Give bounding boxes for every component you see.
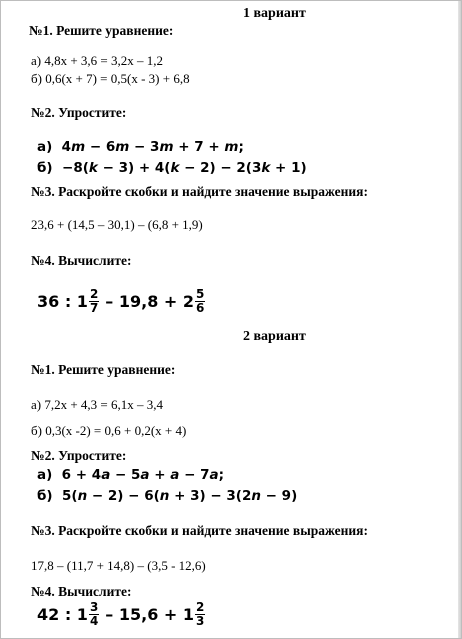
v2-task3-heading: №3. Раскройте скобки и найдите значение выражения:	[31, 523, 368, 538]
v1-fraction-2: $\frac{5}{6}$	[196, 287, 205, 315]
v2-fraction-2: $\frac{2}{3}$	[196, 600, 205, 628]
v1-task3-expression: 23,6 + (14,5 – 30,1) – (6,8 + 1,9)	[31, 217, 203, 232]
v2-task2-expr-a: а) 6 + 4a − 5a + a − 7a;	[37, 467, 225, 483]
v1-task3-heading: №3. Раскройте скобки и найдите значение выражения:	[31, 184, 368, 199]
v2-fraction-1: $\frac{3}{4}$	[89, 600, 99, 628]
v1-task1-eq-a: а) 4,8х + 3,6 = 3,2х – 1,2	[31, 53, 164, 68]
v1-task4-expression: 36 : 1 $\frac{2}{7}$ – 19,8 + 2 $\frac{5}{6}$	[37, 287, 205, 315]
v1-task1-eq-b: б) 0,6(х + 7) = 0,5(х - 3) + 6,8	[31, 71, 190, 86]
v2-task2-heading: №2. Упростите:	[31, 448, 127, 463]
v1-task1-heading: №1. Решите уравнение:	[29, 23, 174, 38]
v1-task2-heading: №2. Упростите:	[31, 105, 127, 120]
v2-task1-eq-a: а) 7,2х + 4,3 = 6,1х – 3,4	[31, 397, 164, 412]
v2-task4-expression: 42 : 1 $\frac{3}{4}$ – 15,6 + 1 $\frac{2}{3}$	[37, 600, 205, 628]
page-edge-shadow	[458, 1, 461, 638]
variant-1-title: 1 вариант	[243, 6, 306, 21]
v2-task3-expression: 17,8 – (11,7 + 14,8) – (3,5 - 12,6)	[31, 558, 206, 573]
v1-task2-expr-a: а) 4m − 6m − 3m + 7 + m;	[37, 139, 244, 155]
v1-fraction-1: $\frac{2}{7}$	[89, 287, 99, 315]
v2-task2-expr-b: б) 5(n − 2) − 6(n + 3) − 3(2n − 9)	[37, 488, 298, 504]
v2-task1-heading: №1. Решите уравнение:	[31, 362, 176, 377]
variant-2-title: 2 вариант	[243, 329, 306, 344]
v2-task1-eq-b: б) 0,3(х -2) = 0,6 + 0,2(х + 4)	[31, 423, 187, 438]
v2-task4-heading: №4. Вычислите:	[31, 584, 132, 599]
v1-task4-heading: №4. Вычислите:	[31, 253, 132, 268]
v1-task2-expr-b: б) −8(k − 3) + 4(k − 2) − 2(3k + 1)	[37, 160, 307, 176]
